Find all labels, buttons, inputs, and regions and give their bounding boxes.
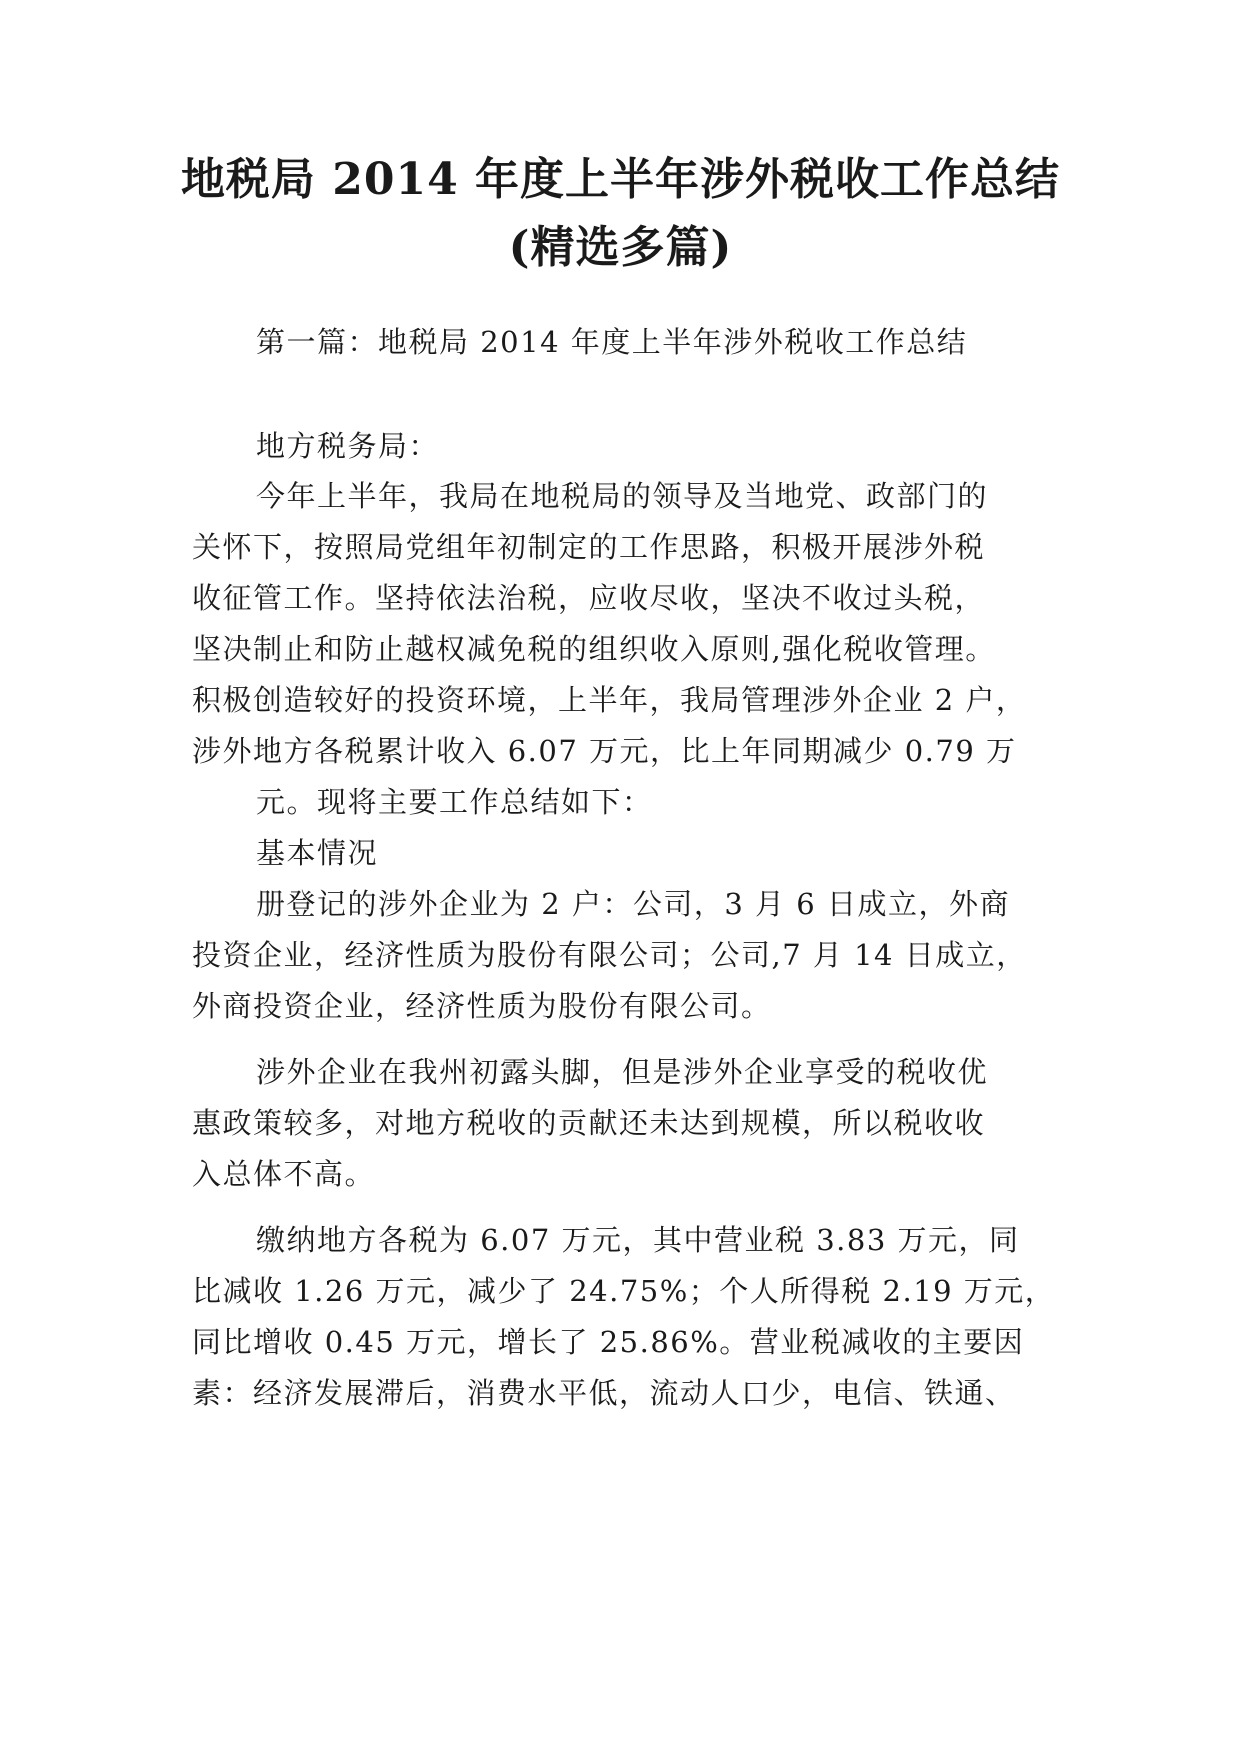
subheading: 基本情况 bbox=[256, 836, 379, 870]
paragraph-line: 元。现将主要工作总结如下： bbox=[256, 785, 653, 819]
paragraph-line: 涉外企业在我州初露头脚，但是涉外企业享受的税收优 bbox=[256, 1055, 989, 1089]
paragraph-line: 同比增收 0.45 万元，增长了 25.86%。营业税减收的主要因 bbox=[192, 1325, 1025, 1359]
paragraph-line: 收征管工作。坚持依法治税，应收尽收，坚决不收过头税， bbox=[192, 581, 986, 615]
salutation: 地方税务局： bbox=[256, 429, 440, 463]
section-heading: 第一篇：地税局 2014 年度上半年涉外税收工作总结 bbox=[256, 325, 968, 359]
paragraph-line: 册登记的涉外企业为 2 户：公司，3 月 6 日成立，外商 bbox=[256, 887, 1010, 921]
paragraph-line: 入总体不高。 bbox=[192, 1157, 376, 1191]
paragraph-line: 比减收 1.26 万元，减少了 24.75%；个人所得税 2.19 万元， bbox=[192, 1274, 1056, 1308]
paragraph-line: 外商投资企业，经济性质为股份有限公司。 bbox=[192, 989, 772, 1023]
paragraph-line: 关怀下，按照局党组年初制定的工作思路，积极开展涉外税 bbox=[192, 530, 986, 564]
paragraph-line: 惠政策较多，对地方税收的贡献还未达到规模，所以税收收 bbox=[192, 1106, 986, 1140]
document-title-line-2: (精选多篇) bbox=[508, 222, 733, 273]
document-title-line-1: 地税局 2014 年度上半年涉外税收工作总结 bbox=[180, 154, 1061, 205]
paragraph-line: 涉外地方各税累计收入 6.07 万元，比上年同期减少 0.79 万 bbox=[192, 734, 1017, 768]
paragraph-line: 今年上半年，我局在地税局的领导及当地党、政部门的 bbox=[256, 479, 989, 513]
paragraph-line: 投资企业，经济性质为股份有限公司；公司,7 月 14 日成立， bbox=[192, 938, 1027, 972]
paragraph-line: 素：经济发展滞后，消费水平低，流动人口少，电信、铁通、 bbox=[192, 1376, 1016, 1410]
paragraph-line: 积极创造较好的投资环境，上半年，我局管理涉外企业 2 户， bbox=[192, 683, 1027, 717]
paragraph-line: 缴纳地方各税为 6.07 万元，其中营业税 3.83 万元，同 bbox=[256, 1223, 1020, 1257]
paragraph-line: 坚决制止和防止越权减免税的组织收入原则,强化税收管理。 bbox=[192, 632, 996, 666]
